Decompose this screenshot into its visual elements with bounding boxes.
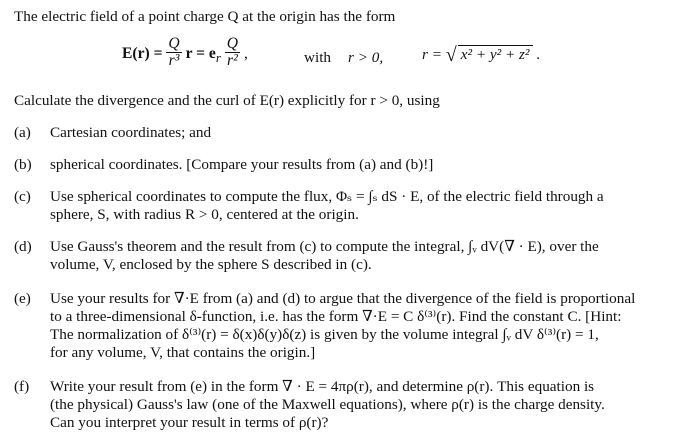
- equation-sub-r: r: [215, 50, 221, 66]
- radicand: x² + y² + z²: [458, 45, 533, 64]
- item-label: (c): [14, 188, 31, 205]
- item-text: Use spherical coordinates to compute the flux, Φₛ = ∫ₛ dS · E, of the electric field through a sphere, S, with radius R > 0, centered at the origin.: [50, 188, 604, 223]
- item-text: Use Gauss's theorem and the result from (c) to compute the integral, ∫ᵥ dV(∇ · E), over the volume, V, enclosed by the sphere S described in (c).: [50, 238, 599, 273]
- equation-with: with: [304, 49, 332, 66]
- item-label: (e): [14, 290, 31, 307]
- fraction-q-over-r2: $\frac{Q}{\text{r²}}$: [226, 35, 239, 69]
- fraction-q-over-r3: $\frac{Q}{\text{r³}}$: [168, 35, 180, 69]
- equation-lhs: E(r) =: [122, 45, 163, 63]
- intro-text: The electric field of a point charge Q at the origin has the form: [14, 8, 396, 25]
- item-label: (a): [14, 124, 31, 141]
- task-prompt: Calculate the divergence and the curl of E(r) explicitly for r > 0, using: [14, 92, 440, 109]
- equation-mid: r = e: [185, 45, 216, 63]
- item-label: (f): [14, 378, 30, 395]
- item-text: Use your results for ∇·E from (a) and (d) to argue that the divergence of the field is proportional to a three-dimensional δ-function, i.e. has the form ∇·E = C δ⁽³⁾(r). Find the constant C. [Hint: The normalization of δ⁽³⁾(r) = δ(x)δ(y)δ(z) is given by the volume integral ∫ᵥ dV δ⁽³⁾(r) = 1, for any volume, V, that contains the origin.]: [50, 290, 636, 361]
- equation-r-condition: r > 0,: [348, 49, 384, 66]
- field-equation: [122, 35, 248, 76]
- item-label: (b): [14, 156, 32, 173]
- item-text: Cartesian coordinates; and: [50, 124, 212, 141]
- item-text: spherical coordinates. [Compare your results from (a) and (b)!]: [50, 156, 434, 173]
- equation-comma: ,: [243, 45, 248, 63]
- item-label: (d): [14, 238, 32, 255]
- item-text: Write your result from (e) in the form ∇ · E = 4πρ(r), and determine ρ(r). This equation is (the physical) Gauss's law (one of the Maxwell equations), where ρ(r) is the charge density. Can you interpret your result in terms of ρ(r)?: [50, 378, 605, 431]
- equation-r-definition: r = √ x² + y² + z² .: [422, 44, 541, 66]
